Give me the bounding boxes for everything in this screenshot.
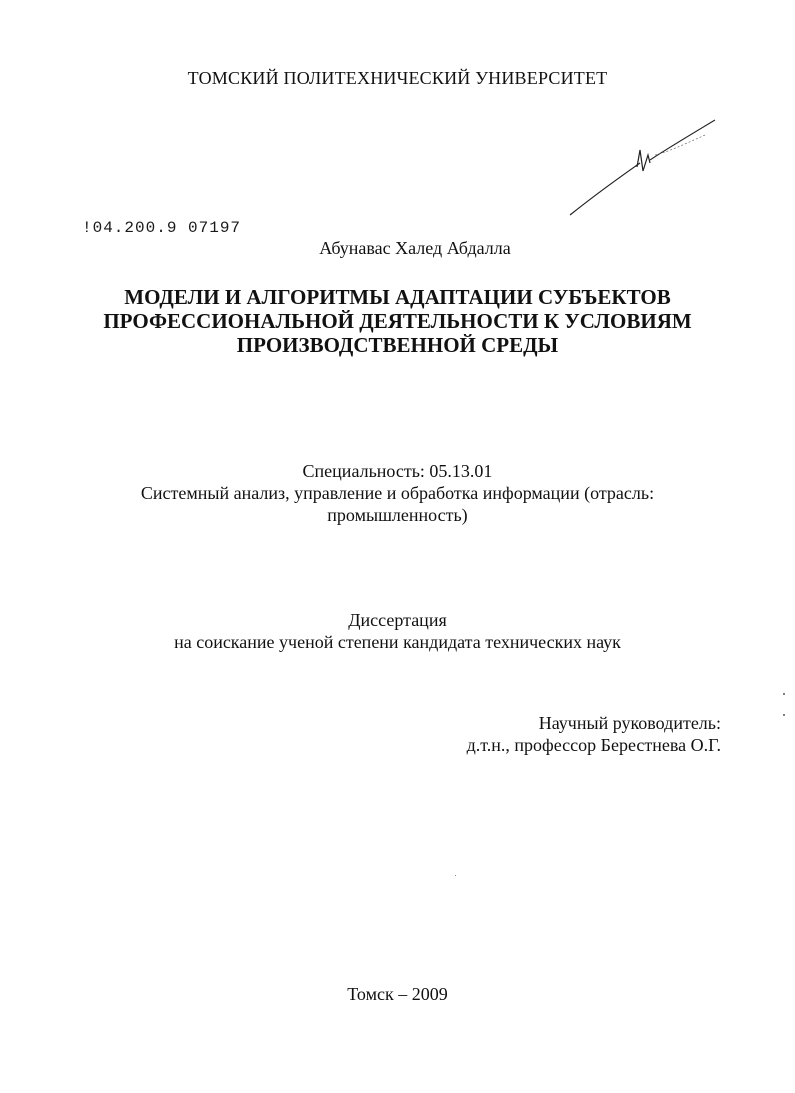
title-line: МОДЕЛИ И АЛГОРИТМЫ АДАПТАЦИИ СУБЪЕКТОВ xyxy=(124,285,671,309)
title-line: ПРОИЗВОДСТВЕННОЙ СРЕДЫ xyxy=(236,333,559,357)
author-name: Абунавас Халед Абдалла xyxy=(319,238,511,258)
scan-speck xyxy=(783,714,785,716)
specialty-name-cont: промышленность) xyxy=(327,505,468,525)
scan-speck xyxy=(455,875,456,876)
title-line: ПРОФЕССИОНАЛЬНОЙ ДЕЯТЕЛЬНОСТИ К УСЛОВИЯМ xyxy=(103,309,692,333)
scan-speck xyxy=(783,693,785,695)
specialty-block xyxy=(0,460,795,526)
degree-block xyxy=(0,609,795,653)
specialty-name: Системный анализ, управление и обработка информации (отрасль: xyxy=(140,483,655,503)
degree-purpose: на соискание ученой степени кандидата технических наук xyxy=(174,632,621,652)
supervisor-block xyxy=(467,712,721,756)
document-type: Диссертация xyxy=(348,610,447,630)
supervisor-name: д.т.н., профессор Берестнева О.Г. xyxy=(466,735,721,755)
handwritten-signature xyxy=(565,115,720,220)
university-name: ТОМСКИЙ ПОЛИТЕХНИЧЕСКИЙ УНИВЕРСИТЕТ xyxy=(187,68,608,88)
dissertation-title xyxy=(0,285,795,357)
specialty-code: Специальность: 05.13.01 xyxy=(302,461,493,481)
registration-number: !04.200.9 07197 xyxy=(82,219,242,237)
city-year: Томск – 2009 xyxy=(347,984,448,1004)
supervisor-label: Научный руководитель: xyxy=(538,713,721,733)
